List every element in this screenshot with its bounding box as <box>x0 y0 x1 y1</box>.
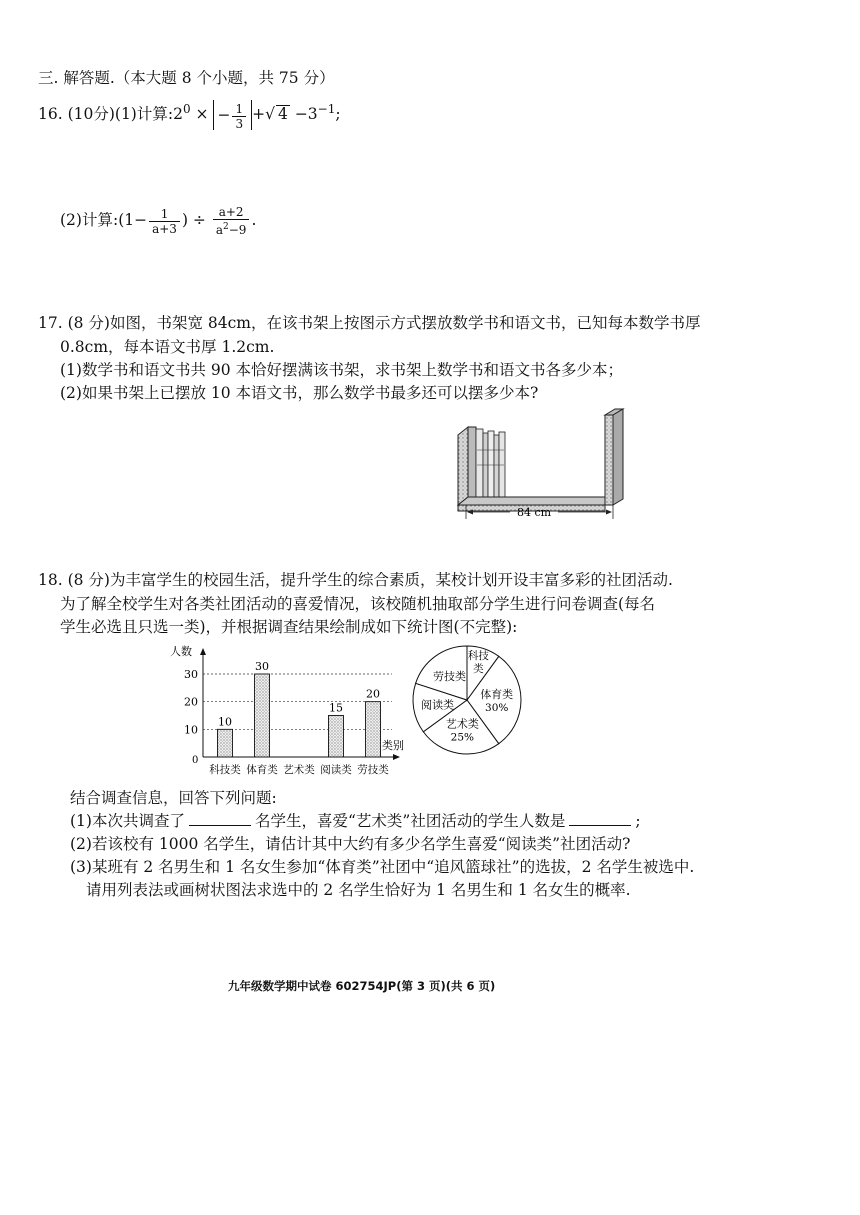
q16-end: ; <box>335 105 341 124</box>
q18-q2: (2)若该校有 1000 名学生，请估计其中大约有多少名学生喜爱“阅读类”社团活动? <box>70 835 631 853</box>
q16-p2-mid: ) ÷ <box>181 211 206 229</box>
data-label: 20 <box>366 687 380 701</box>
bar-体育类 <box>255 674 270 757</box>
y-tick-label: 20 <box>184 695 198 709</box>
q18-q1-b: 名学生，喜爱“艺术类”社团活动的学生人数是 <box>254 812 566 830</box>
q16-absolute-value <box>213 100 252 130</box>
books-stack <box>476 429 505 497</box>
q18-line2: 为了解全校学生对各类社团活动的喜爱情况，该校随机抽取部分学生进行问卷调查(每名 <box>60 595 656 613</box>
pie-label: 体育类 <box>480 688 514 701</box>
data-label: 15 <box>329 701 343 715</box>
bar-劳技类 <box>366 702 381 757</box>
pie-value-label: 25% <box>450 731 475 744</box>
q18-q1 <box>70 811 641 831</box>
q17-part2: (2)如果书架上已摆放 10 本语文书，那么数学书最多还可以摆多少本? <box>60 384 539 402</box>
q16-tail-exp: −1 <box>317 102 336 116</box>
q16-frac-den: 3 <box>235 116 244 131</box>
q16-p2-end: . <box>251 211 257 229</box>
q18-intro: 结合调查信息，回答下列问题: <box>70 789 277 807</box>
data-label: 10 <box>218 715 232 729</box>
shelf-left-board <box>458 427 468 505</box>
q16-base: 2 <box>173 105 183 124</box>
q16-p2-head: (2)计算: <box>60 211 119 229</box>
q16-p2-f2-den-base: a <box>215 223 223 237</box>
x-tick-label: 科技类 <box>209 764 241 776</box>
y-axis-arrow-icon <box>200 648 206 655</box>
q16-minus: − <box>217 106 231 125</box>
q18-line1: 18. (8 分)为丰富学生的校园生活，提升学生的综合素质，某校计划开设丰富多彩的社团活动. <box>38 571 673 589</box>
pie-label: 劳技类 <box>433 669 467 683</box>
q16-tail: −3 <box>294 105 318 124</box>
bookshelf-figure <box>450 405 640 520</box>
bar-chart <box>160 640 405 780</box>
answer-blank-2[interactable] <box>569 811 631 826</box>
q16-part2 <box>60 203 256 237</box>
q16-plus: + <box>252 105 266 124</box>
q16-p2-open: (1− <box>118 211 148 229</box>
q18-line3: 学生必选且只选一类)，并根据调查结果绘制成如下统计图(不完整): <box>60 618 518 636</box>
q16-part1 <box>38 92 341 131</box>
q16-exp: 0 <box>182 102 191 116</box>
q18-q1-a: (1)本次共调查了 <box>70 812 185 830</box>
data-label: 30 <box>255 660 269 673</box>
x-axis-label: 类别 <box>382 739 404 752</box>
q17-line2: 0.8cm，每本语文书厚 1.2cm. <box>60 338 275 356</box>
q16-p2-f1-num: 1 <box>149 207 180 222</box>
x-tick-label: 艺术类 <box>283 764 315 776</box>
x-axis-arrow-icon <box>393 754 400 760</box>
shelf-right-board <box>605 415 613 505</box>
q16-p2-f2-den-tail: −9 <box>228 223 247 237</box>
x-tick-label: 体育类 <box>246 764 278 776</box>
bar-科技类 <box>218 729 233 757</box>
pie-label: 艺术类 <box>445 717 479 731</box>
y-axis-label: 人数 <box>170 645 192 658</box>
pie-value-label: 30% <box>485 702 509 714</box>
q16-p2-fraction1 <box>149 207 180 236</box>
shelf-bottom-top <box>458 497 615 505</box>
q16-p2-f2-num: a+2 <box>213 205 250 220</box>
pie-chart <box>405 640 535 760</box>
q16-head: 16. (10分)(1)计算: <box>38 105 174 124</box>
q16-frac-num: 1 <box>232 102 246 117</box>
q17-part1: (1)数学书和语文书共 90 本恰好摆满该书架，求书架上数学书和语文书各多少本； <box>60 361 624 379</box>
q16-sqrt-val: 4 <box>278 105 288 124</box>
bar-阅读类 <box>329 716 344 758</box>
pie-label-cont: 类 <box>473 663 484 676</box>
pie-label: 阅读类 <box>421 698 455 712</box>
pie-label: 科技 <box>467 650 489 663</box>
q16-times: × <box>195 105 209 124</box>
q16-p2-fraction2 <box>213 205 250 237</box>
q18-q3-b: 请用列表法或画树状图法求选中的 2 名学生恰好为 1 名男生和 1 名女生的概率. <box>86 881 631 899</box>
q18-q3-a: (3)某班有 2 名男生和 1 名女生参加“体育类”社团中“追风篮球社”的选拔，2 名学生被选中. <box>70 858 695 876</box>
y-tick-label: 30 <box>184 668 198 681</box>
answer-blank-1[interactable] <box>189 811 251 826</box>
q16-p2-f1-den: a+3 <box>152 221 177 236</box>
bar-series <box>218 674 381 757</box>
section-title: 三. 解答题.（本大题 8 个小题，共 75 分） <box>38 69 335 87</box>
shelf-left-board-face <box>468 427 476 497</box>
sqrt-icon: √ <box>265 105 275 124</box>
q16-p2-f2-den <box>213 220 250 237</box>
x-tick-label: 劳技类 <box>357 764 389 776</box>
q17-line1: 17. (8 分)如图，书架宽 84cm，在该书架上按图示方式摆放数学书和语文书，已知每本数学书厚 <box>38 314 701 332</box>
q16-fraction <box>232 102 246 131</box>
dimension-label: 84 cm <box>516 506 552 519</box>
q16-p2-f2-den-exp: 2 <box>223 222 229 232</box>
q18-q1-c: ; <box>635 812 641 830</box>
x-tick-label: 阅读类 <box>320 764 352 776</box>
y-tick-label: 10 <box>184 723 198 737</box>
origin-label: 0 <box>192 755 199 766</box>
page-footer: 九年级数学期中试卷 602754JP(第 3 页)(共 6 页) <box>228 979 496 993</box>
